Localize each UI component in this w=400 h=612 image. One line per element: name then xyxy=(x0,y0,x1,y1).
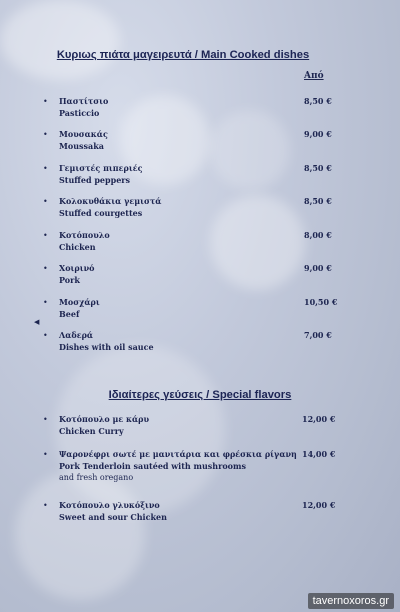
watermark: tavernoxoros.gr xyxy=(308,593,394,609)
bullet-icon: • xyxy=(43,231,48,240)
dish-price: 12,00 € xyxy=(302,414,336,424)
dish-name-english-continued: and fresh oregano xyxy=(59,473,134,482)
dish-name-greek: Κολοκυθάκια γεμιστά xyxy=(59,196,162,206)
dish-name-greek: Κοτόπουλο xyxy=(59,230,110,240)
bullet-icon: • xyxy=(43,197,48,206)
dish-name-greek: Μουσακάς xyxy=(59,129,108,139)
dish-price: 9,00 € xyxy=(304,129,332,139)
dish-price: 8,50 € xyxy=(304,196,332,206)
dish-name-greek: Μοσχάρι xyxy=(59,297,100,307)
dish-price: 8,00 € xyxy=(304,230,332,240)
bullet-icon: • xyxy=(43,130,48,139)
left-arrow-icon: ◀ xyxy=(34,318,40,326)
dish-name-english: Stuffed peppers xyxy=(59,174,131,185)
dish-name-english: Dishes with oil sauce xyxy=(59,341,154,352)
dish-name-greek: Χοιρινό xyxy=(59,263,95,273)
dish-price: 8,50 € xyxy=(304,96,332,106)
dish-name-english: Beef xyxy=(59,308,80,319)
dish-name-english: Pork xyxy=(59,274,80,285)
main-dishes-title: Κυριως πιάτα μαγειρευτά / Main Cooked dishes xyxy=(56,49,310,61)
bullet-icon: • xyxy=(43,264,48,273)
dish-name-greek: Ψαρονέφρι σωτέ με μανιτάρια και φρέσκια ρίγανη xyxy=(59,449,297,459)
dish-name-greek: Γεμιστές πιπεριές xyxy=(59,163,143,173)
bullet-icon: • xyxy=(43,450,48,459)
bullet-icon: • xyxy=(43,501,48,510)
bullet-icon: • xyxy=(43,415,48,424)
dish-name-english: Chicken Curry xyxy=(59,425,124,436)
dish-price: 12,00 € xyxy=(302,500,336,510)
dish-name-greek: Κοτόπουλο με κάρυ xyxy=(59,414,150,424)
dish-name-greek: Κοτόπουλο γλυκόξινο xyxy=(59,500,160,510)
bullet-icon: • xyxy=(43,298,48,307)
dish-price: 7,00 € xyxy=(304,330,332,340)
dish-name-english: Pork Tenderloin sautéed with mushrooms xyxy=(59,460,246,471)
dish-price: 8,50 € xyxy=(304,163,332,173)
dish-price: 14,00 € xyxy=(302,449,336,459)
bullet-icon: • xyxy=(43,331,48,340)
dish-price: 10,50 € xyxy=(304,297,338,307)
price-from-label: Από xyxy=(304,71,324,81)
bullet-icon: • xyxy=(43,97,48,106)
dish-name-greek: Παστίτσιο xyxy=(59,96,109,106)
dish-name-english: Pasticcio xyxy=(59,107,100,118)
special-flavors-title: Ιδιαίτερες γεύσεις / Special flavors xyxy=(108,389,292,401)
dish-name-english: Stuffed courgettes xyxy=(59,207,143,218)
dish-name-english: Sweet and sour Chicken xyxy=(59,511,167,522)
dish-name-greek: Λαδερά xyxy=(59,330,94,340)
dish-name-english: Chicken xyxy=(59,241,96,252)
dish-price: 9,00 € xyxy=(304,263,332,273)
bullet-icon: • xyxy=(43,164,48,173)
dish-name-english: Moussaka xyxy=(59,140,104,151)
